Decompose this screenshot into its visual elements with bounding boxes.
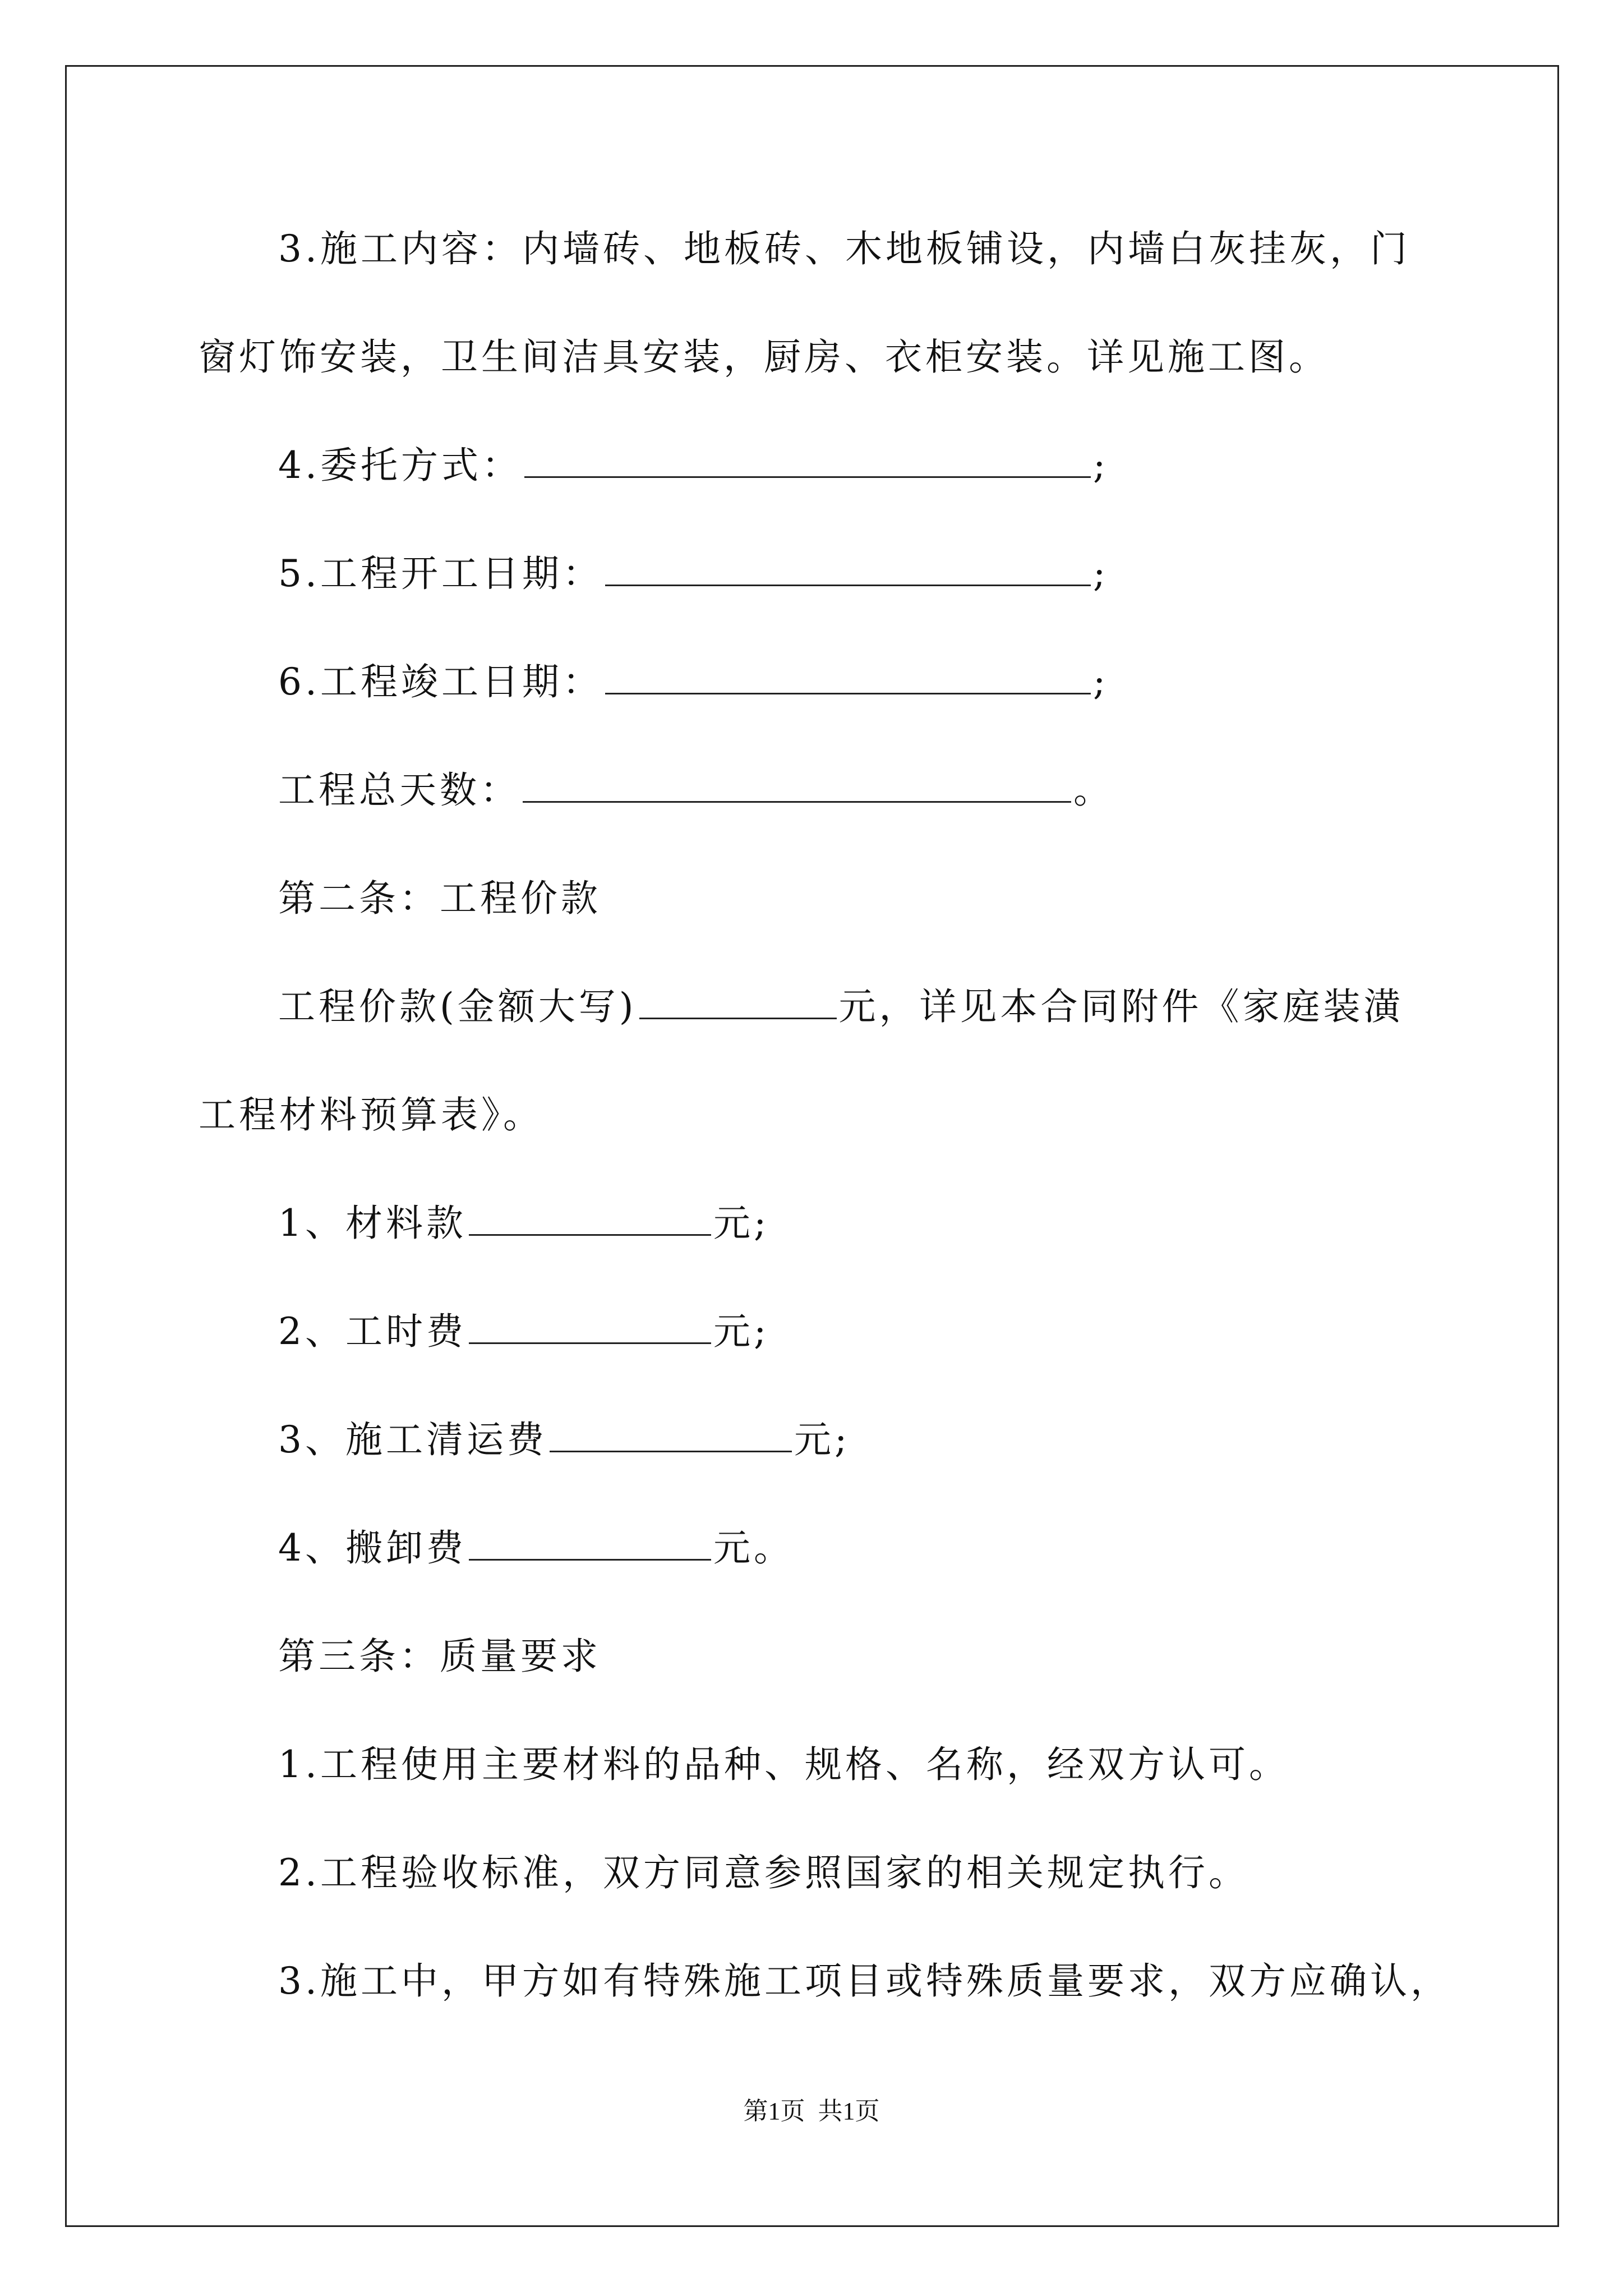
item-blank[interactable] [469,1202,711,1236]
total-days-blank[interactable] [523,769,1071,803]
finish-date-end: ; [1092,660,1109,703]
entrust-end: ; [1092,444,1109,487]
finish-date-label: 6.工程竣工日期： [278,660,603,703]
total-days-label: 工程总天数： [278,769,520,812]
quality-line-2: 2.工程验收标准，双方同意参照国家的相关规定执行。 [278,1851,1249,1894]
entrust-label: 4.委托方式： [278,444,522,487]
page-border [65,65,1559,2227]
item-end: 元。 [713,1526,794,1570]
page-total: 共1页 [818,2097,880,2125]
price-blank[interactable] [639,985,837,1019]
item-label: 1、材料款 [278,1202,467,1245]
total-days-field [278,768,1114,813]
content-line-2: 窗灯饰安装，卫生间洁具安装，厨房、衣柜安装。详见施工图。 [199,335,1329,379]
item-cleanup [278,1418,850,1462]
quality-line-3: 3.施工中，甲方如有特殊施工项目或特殊质量要求，双方应确认， [278,1959,1451,2003]
start-date-end: ; [1092,552,1109,595]
item-label: 2、工时费 [278,1310,467,1353]
quality-line-1: 1.工程使用主要材料的品种、规格、名称，经双方认可。 [278,1743,1289,1786]
item-material [278,1201,769,1246]
content-line-1: 3.施工内容：内墙砖、地板砖、木地板铺设，内墙白灰挂灰，门 [278,227,1410,270]
price-line [278,984,1404,1029]
item-blank[interactable] [469,1526,711,1561]
price-line-cont: 工程材料预算表》。 [199,1093,543,1137]
entrust-field [278,443,1109,488]
start-date-label: 5.工程开工日期： [278,552,603,595]
article-2-heading: 第二条：工程价款 [278,877,601,920]
item-label: 3、施工清运费 [278,1418,547,1461]
page-footer [0,2096,1623,2127]
item-label: 4、搬卸费 [278,1526,467,1570]
total-days-end: 。 [1073,769,1114,812]
item-end: 元; [794,1418,851,1461]
item-end: 元; [713,1202,770,1245]
finish-date-blank[interactable] [605,660,1091,694]
item-blank[interactable] [550,1418,792,1452]
finish-date-field [278,660,1109,705]
price-prefix: 工程价款(金额大写) [278,985,637,1028]
item-moving [278,1526,794,1571]
start-date-field [278,551,1109,596]
item-end: 元; [713,1310,770,1353]
start-date-blank[interactable] [605,552,1091,586]
price-suffix: 元，详见本合同附件《家庭装潢 [838,985,1404,1028]
entrust-blank[interactable] [524,444,1091,478]
item-labor [278,1309,769,1354]
page-number: 第1页 [743,2097,805,2125]
article-3-heading: 第三条：质量要求 [278,1635,601,1678]
item-blank[interactable] [469,1310,711,1344]
